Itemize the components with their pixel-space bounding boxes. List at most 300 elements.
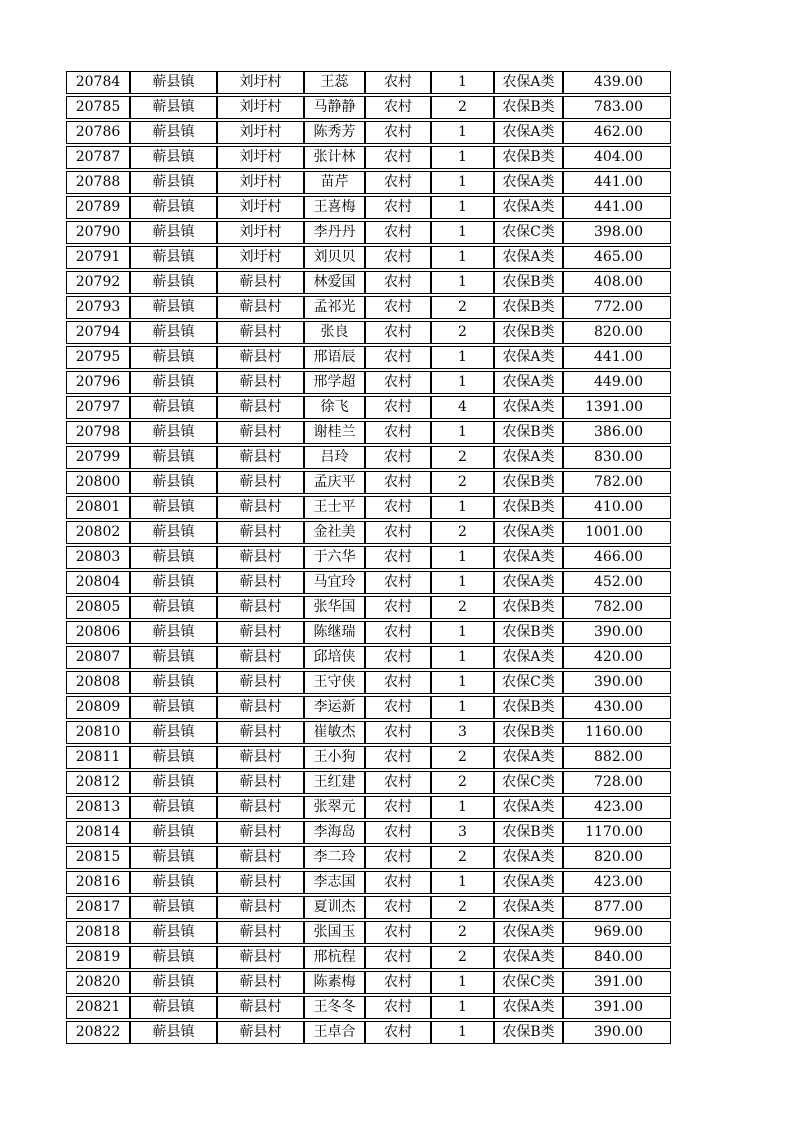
cell-person-name: 王卓合 <box>304 1021 365 1044</box>
cell-record-id: 20793 <box>66 296 130 319</box>
cell-village: 蕲县村 <box>217 546 304 569</box>
cell-person-count: 1 <box>431 971 494 994</box>
table-row <box>66 321 671 344</box>
cell-amount: 423.00 <box>563 796 671 819</box>
cell-village: 蕲县村 <box>217 596 304 619</box>
cell-record-id: 20812 <box>66 771 130 794</box>
cell-person-count: 1 <box>431 1021 494 1044</box>
cell-record-id: 20807 <box>66 646 130 669</box>
cell-record-id: 20819 <box>66 946 130 969</box>
cell-insurance-category: 农保A类 <box>494 946 563 969</box>
table-row <box>66 971 671 994</box>
table-row <box>66 571 671 594</box>
table-row <box>66 696 671 719</box>
cell-person-count: 1 <box>431 221 494 244</box>
cell-person-count: 2 <box>431 521 494 544</box>
cell-town: 蕲县镇 <box>130 571 217 594</box>
cell-amount: 1001.00 <box>563 521 671 544</box>
cell-person-count: 1 <box>431 671 494 694</box>
cell-record-id: 20784 <box>66 71 130 94</box>
insurance-roster-table <box>66 69 671 1046</box>
table-row <box>66 146 671 169</box>
cell-residence-type: 农村 <box>365 796 431 819</box>
cell-insurance-category: 农保A类 <box>494 196 563 219</box>
cell-insurance-category: 农保B类 <box>494 821 563 844</box>
cell-amount: 452.00 <box>563 571 671 594</box>
cell-residence-type: 农村 <box>365 196 431 219</box>
cell-town: 蕲县镇 <box>130 546 217 569</box>
cell-amount: 390.00 <box>563 621 671 644</box>
cell-town: 蕲县镇 <box>130 971 217 994</box>
cell-town: 蕲县镇 <box>130 646 217 669</box>
cell-village: 蕲县村 <box>217 521 304 544</box>
cell-town: 蕲县镇 <box>130 246 217 269</box>
table-row <box>66 246 671 269</box>
cell-record-id: 20797 <box>66 396 130 419</box>
cell-amount: 404.00 <box>563 146 671 169</box>
cell-residence-type: 农村 <box>365 771 431 794</box>
cell-person-name: 邱培侠 <box>304 646 365 669</box>
table-row <box>66 471 671 494</box>
cell-village: 蕲县村 <box>217 421 304 444</box>
cell-town: 蕲县镇 <box>130 321 217 344</box>
cell-amount: 391.00 <box>563 971 671 994</box>
cell-insurance-category: 农保A类 <box>494 246 563 269</box>
cell-record-id: 20811 <box>66 746 130 769</box>
cell-residence-type: 农村 <box>365 671 431 694</box>
cell-town: 蕲县镇 <box>130 871 217 894</box>
cell-person-count: 2 <box>431 296 494 319</box>
cell-village: 蕲县村 <box>217 496 304 519</box>
cell-person-count: 1 <box>431 646 494 669</box>
table-row <box>66 896 671 919</box>
cell-amount: 390.00 <box>563 671 671 694</box>
cell-town: 蕲县镇 <box>130 296 217 319</box>
cell-person-name: 孟祁光 <box>304 296 365 319</box>
table-row <box>66 221 671 244</box>
cell-person-count: 1 <box>431 546 494 569</box>
cell-town: 蕲县镇 <box>130 821 217 844</box>
table-row <box>66 546 671 569</box>
table-row <box>66 871 671 894</box>
cell-record-id: 20802 <box>66 521 130 544</box>
cell-record-id: 20813 <box>66 796 130 819</box>
cell-person-count: 2 <box>431 771 494 794</box>
cell-person-name: 刘贝贝 <box>304 246 365 269</box>
cell-village: 蕲县村 <box>217 646 304 669</box>
cell-residence-type: 农村 <box>365 871 431 894</box>
cell-village: 蕲县村 <box>217 471 304 494</box>
table-row <box>66 771 671 794</box>
cell-person-name: 邢语辰 <box>304 346 365 369</box>
cell-person-name: 邢学超 <box>304 371 365 394</box>
cell-residence-type: 农村 <box>365 946 431 969</box>
cell-town: 蕲县镇 <box>130 596 217 619</box>
cell-person-count: 2 <box>431 471 494 494</box>
table-row <box>66 71 671 94</box>
cell-town: 蕲县镇 <box>130 796 217 819</box>
cell-person-name: 邢杭程 <box>304 946 365 969</box>
cell-insurance-category: 农保A类 <box>494 171 563 194</box>
cell-village: 蕲县村 <box>217 271 304 294</box>
cell-record-id: 20801 <box>66 496 130 519</box>
cell-person-name: 王守侠 <box>304 671 365 694</box>
cell-amount: 462.00 <box>563 121 671 144</box>
cell-village: 蕲县村 <box>217 871 304 894</box>
cell-person-name: 王喜梅 <box>304 196 365 219</box>
cell-person-name: 崔敏杰 <box>304 721 365 744</box>
cell-insurance-category: 农保A类 <box>494 371 563 394</box>
cell-town: 蕲县镇 <box>130 396 217 419</box>
cell-village: 蕲县村 <box>217 696 304 719</box>
cell-person-name: 李志国 <box>304 871 365 894</box>
cell-record-id: 20806 <box>66 621 130 644</box>
cell-residence-type: 农村 <box>365 596 431 619</box>
cell-residence-type: 农村 <box>365 1021 431 1044</box>
cell-record-id: 20817 <box>66 896 130 919</box>
cell-amount: 772.00 <box>563 296 671 319</box>
cell-person-name: 王冬冬 <box>304 996 365 1019</box>
cell-person-name: 王蕊 <box>304 71 365 94</box>
cell-amount: 466.00 <box>563 546 671 569</box>
table-row <box>66 396 671 419</box>
cell-insurance-category: 农保C类 <box>494 671 563 694</box>
cell-person-count: 1 <box>431 996 494 1019</box>
cell-town: 蕲县镇 <box>130 121 217 144</box>
cell-village: 蕲县村 <box>217 621 304 644</box>
cell-insurance-category: 农保A类 <box>494 546 563 569</box>
cell-residence-type: 农村 <box>365 496 431 519</box>
cell-village: 蕲县村 <box>217 846 304 869</box>
cell-village: 刘圩村 <box>217 171 304 194</box>
cell-town: 蕲县镇 <box>130 921 217 944</box>
cell-residence-type: 农村 <box>365 471 431 494</box>
cell-person-name: 徐飞 <box>304 396 365 419</box>
cell-residence-type: 农村 <box>365 746 431 769</box>
cell-village: 蕲县村 <box>217 396 304 419</box>
cell-town: 蕲县镇 <box>130 371 217 394</box>
cell-person-count: 1 <box>431 371 494 394</box>
cell-insurance-category: 农保B类 <box>494 696 563 719</box>
cell-person-name: 李丹丹 <box>304 221 365 244</box>
cell-person-count: 2 <box>431 846 494 869</box>
cell-town: 蕲县镇 <box>130 421 217 444</box>
cell-village: 刘圩村 <box>217 96 304 119</box>
cell-town: 蕲县镇 <box>130 996 217 1019</box>
cell-residence-type: 农村 <box>365 146 431 169</box>
cell-person-name: 谢桂兰 <box>304 421 365 444</box>
cell-residence-type: 农村 <box>365 71 431 94</box>
cell-person-count: 2 <box>431 596 494 619</box>
cell-insurance-category: 农保C类 <box>494 971 563 994</box>
cell-residence-type: 农村 <box>365 846 431 869</box>
cell-residence-type: 农村 <box>365 321 431 344</box>
cell-record-id: 20810 <box>66 721 130 744</box>
cell-residence-type: 农村 <box>365 371 431 394</box>
cell-person-name: 陈素梅 <box>304 971 365 994</box>
cell-amount: 1391.00 <box>563 396 671 419</box>
cell-residence-type: 农村 <box>365 546 431 569</box>
cell-residence-type: 农村 <box>365 696 431 719</box>
cell-amount: 391.00 <box>563 996 671 1019</box>
cell-residence-type: 农村 <box>365 521 431 544</box>
cell-residence-type: 农村 <box>365 346 431 369</box>
cell-person-count: 1 <box>431 196 494 219</box>
cell-amount: 840.00 <box>563 946 671 969</box>
cell-amount: 408.00 <box>563 271 671 294</box>
cell-amount: 390.00 <box>563 1021 671 1044</box>
cell-person-count: 2 <box>431 946 494 969</box>
cell-insurance-category: 农保A类 <box>494 71 563 94</box>
table-row <box>66 121 671 144</box>
cell-person-count: 1 <box>431 271 494 294</box>
cell-record-id: 20814 <box>66 821 130 844</box>
table-row <box>66 296 671 319</box>
cell-amount: 820.00 <box>563 846 671 869</box>
cell-town: 蕲县镇 <box>130 446 217 469</box>
cell-person-count: 3 <box>431 821 494 844</box>
cell-village: 蕲县村 <box>217 771 304 794</box>
cell-person-count: 1 <box>431 346 494 369</box>
table-row <box>66 1021 671 1044</box>
cell-town: 蕲县镇 <box>130 746 217 769</box>
cell-record-id: 20805 <box>66 596 130 619</box>
cell-village: 刘圩村 <box>217 71 304 94</box>
table-row <box>66 196 671 219</box>
cell-insurance-category: 农保B类 <box>494 271 563 294</box>
cell-record-id: 20803 <box>66 546 130 569</box>
cell-town: 蕲县镇 <box>130 946 217 969</box>
cell-record-id: 20822 <box>66 1021 130 1044</box>
cell-person-count: 2 <box>431 321 494 344</box>
table-row <box>66 646 671 669</box>
cell-person-count: 1 <box>431 796 494 819</box>
cell-record-id: 20794 <box>66 321 130 344</box>
cell-amount: 386.00 <box>563 421 671 444</box>
cell-town: 蕲县镇 <box>130 496 217 519</box>
table-row <box>66 371 671 394</box>
table-row <box>66 621 671 644</box>
cell-village: 蕲县村 <box>217 321 304 344</box>
cell-insurance-category: 农保B类 <box>494 1021 563 1044</box>
cell-residence-type: 农村 <box>365 221 431 244</box>
table-row <box>66 946 671 969</box>
cell-record-id: 20792 <box>66 271 130 294</box>
table-row <box>66 746 671 769</box>
cell-insurance-category: 农保B类 <box>494 496 563 519</box>
cell-amount: 430.00 <box>563 696 671 719</box>
cell-person-name: 王士平 <box>304 496 365 519</box>
cell-person-count: 1 <box>431 871 494 894</box>
cell-village: 蕲县村 <box>217 746 304 769</box>
cell-residence-type: 农村 <box>365 996 431 1019</box>
cell-amount: 1170.00 <box>563 821 671 844</box>
cell-record-id: 20786 <box>66 121 130 144</box>
cell-insurance-category: 农保A类 <box>494 571 563 594</box>
cell-person-count: 1 <box>431 121 494 144</box>
cell-village: 蕲县村 <box>217 346 304 369</box>
cell-record-id: 20820 <box>66 971 130 994</box>
cell-town: 蕲县镇 <box>130 696 217 719</box>
cell-amount: 441.00 <box>563 171 671 194</box>
cell-person-name: 张计林 <box>304 146 365 169</box>
table-row <box>66 821 671 844</box>
cell-town: 蕲县镇 <box>130 896 217 919</box>
cell-amount: 410.00 <box>563 496 671 519</box>
cell-person-name: 王小狗 <box>304 746 365 769</box>
cell-residence-type: 农村 <box>365 721 431 744</box>
cell-insurance-category: 农保A类 <box>494 346 563 369</box>
cell-person-name: 李运新 <box>304 696 365 719</box>
table-row <box>66 96 671 119</box>
cell-insurance-category: 农保B类 <box>494 321 563 344</box>
cell-insurance-category: 农保A类 <box>494 846 563 869</box>
cell-insurance-category: 农保A类 <box>494 646 563 669</box>
table-row <box>66 846 671 869</box>
cell-village: 蕲县村 <box>217 896 304 919</box>
cell-record-id: 20798 <box>66 421 130 444</box>
cell-person-count: 2 <box>431 96 494 119</box>
cell-town: 蕲县镇 <box>130 471 217 494</box>
cell-village: 蕲县村 <box>217 446 304 469</box>
cell-person-count: 1 <box>431 171 494 194</box>
cell-record-id: 20800 <box>66 471 130 494</box>
cell-amount: 441.00 <box>563 346 671 369</box>
cell-record-id: 20789 <box>66 196 130 219</box>
cell-person-count: 2 <box>431 446 494 469</box>
cell-record-id: 20816 <box>66 871 130 894</box>
cell-amount: 830.00 <box>563 446 671 469</box>
cell-record-id: 20791 <box>66 246 130 269</box>
cell-insurance-category: 农保B类 <box>494 296 563 319</box>
cell-person-name: 李二玲 <box>304 846 365 869</box>
cell-person-name: 陈继瑞 <box>304 621 365 644</box>
cell-person-name: 于六华 <box>304 546 365 569</box>
cell-town: 蕲县镇 <box>130 771 217 794</box>
cell-residence-type: 农村 <box>365 246 431 269</box>
cell-person-name: 李海岛 <box>304 821 365 844</box>
cell-residence-type: 农村 <box>365 571 431 594</box>
table-row <box>66 796 671 819</box>
cell-residence-type: 农村 <box>365 446 431 469</box>
cell-residence-type: 农村 <box>365 646 431 669</box>
cell-insurance-category: 农保A类 <box>494 871 563 894</box>
table-row <box>66 921 671 944</box>
cell-amount: 465.00 <box>563 246 671 269</box>
cell-record-id: 20818 <box>66 921 130 944</box>
table-row <box>66 171 671 194</box>
cell-village: 蕲县村 <box>217 296 304 319</box>
cell-amount: 1160.00 <box>563 721 671 744</box>
cell-person-name: 吕玲 <box>304 446 365 469</box>
cell-record-id: 20799 <box>66 446 130 469</box>
cell-village: 刘圩村 <box>217 146 304 169</box>
cell-person-name: 张翠元 <box>304 796 365 819</box>
cell-village: 蕲县村 <box>217 571 304 594</box>
cell-town: 蕲县镇 <box>130 271 217 294</box>
cell-village: 蕲县村 <box>217 921 304 944</box>
cell-person-count: 2 <box>431 896 494 919</box>
cell-record-id: 20795 <box>66 346 130 369</box>
cell-person-count: 3 <box>431 721 494 744</box>
cell-insurance-category: 农保A类 <box>494 121 563 144</box>
cell-amount: 782.00 <box>563 596 671 619</box>
cell-town: 蕲县镇 <box>130 71 217 94</box>
table-row <box>66 271 671 294</box>
cell-residence-type: 农村 <box>365 621 431 644</box>
cell-insurance-category: 农保A类 <box>494 446 563 469</box>
cell-town: 蕲县镇 <box>130 221 217 244</box>
cell-insurance-category: 农保B类 <box>494 621 563 644</box>
cell-amount: 783.00 <box>563 96 671 119</box>
cell-person-name: 马宜玲 <box>304 571 365 594</box>
cell-amount: 439.00 <box>563 71 671 94</box>
cell-town: 蕲县镇 <box>130 1021 217 1044</box>
cell-town: 蕲县镇 <box>130 846 217 869</box>
cell-amount: 820.00 <box>563 321 671 344</box>
cell-insurance-category: 农保B类 <box>494 421 563 444</box>
cell-village: 蕲县村 <box>217 821 304 844</box>
cell-residence-type: 农村 <box>365 896 431 919</box>
cell-record-id: 20796 <box>66 371 130 394</box>
cell-village: 刘圩村 <box>217 221 304 244</box>
cell-record-id: 20804 <box>66 571 130 594</box>
cell-village: 刘圩村 <box>217 121 304 144</box>
cell-person-count: 2 <box>431 921 494 944</box>
cell-town: 蕲县镇 <box>130 671 217 694</box>
cell-village: 蕲县村 <box>217 721 304 744</box>
cell-insurance-category: 农保B类 <box>494 721 563 744</box>
cell-person-name: 王红建 <box>304 771 365 794</box>
cell-record-id: 20808 <box>66 671 130 694</box>
cell-person-name: 苗芹 <box>304 171 365 194</box>
cell-insurance-category: 农保A类 <box>494 746 563 769</box>
cell-insurance-category: 农保C类 <box>494 221 563 244</box>
cell-residence-type: 农村 <box>365 821 431 844</box>
cell-insurance-category: 农保A类 <box>494 996 563 1019</box>
cell-village: 刘圩村 <box>217 196 304 219</box>
cell-residence-type: 农村 <box>365 921 431 944</box>
cell-insurance-category: 农保A类 <box>494 896 563 919</box>
table-row <box>66 996 671 1019</box>
cell-insurance-category: 农保B类 <box>494 596 563 619</box>
table-row <box>66 496 671 519</box>
cell-residence-type: 农村 <box>365 396 431 419</box>
cell-person-name: 张华国 <box>304 596 365 619</box>
cell-record-id: 20790 <box>66 221 130 244</box>
cell-town: 蕲县镇 <box>130 521 217 544</box>
table-body <box>66 71 671 1044</box>
cell-person-name: 金社美 <box>304 521 365 544</box>
table-row <box>66 521 671 544</box>
cell-amount: 882.00 <box>563 746 671 769</box>
cell-residence-type: 农村 <box>365 121 431 144</box>
cell-person-count: 1 <box>431 71 494 94</box>
cell-town: 蕲县镇 <box>130 346 217 369</box>
cell-town: 蕲县镇 <box>130 96 217 119</box>
cell-town: 蕲县镇 <box>130 721 217 744</box>
cell-record-id: 20787 <box>66 146 130 169</box>
cell-person-count: 1 <box>431 146 494 169</box>
cell-village: 蕲县村 <box>217 371 304 394</box>
cell-amount: 877.00 <box>563 896 671 919</box>
cell-insurance-category: 农保B类 <box>494 96 563 119</box>
cell-town: 蕲县镇 <box>130 146 217 169</box>
cell-person-name: 张良 <box>304 321 365 344</box>
cell-town: 蕲县镇 <box>130 196 217 219</box>
table-row <box>66 721 671 744</box>
cell-person-name: 张国玉 <box>304 921 365 944</box>
